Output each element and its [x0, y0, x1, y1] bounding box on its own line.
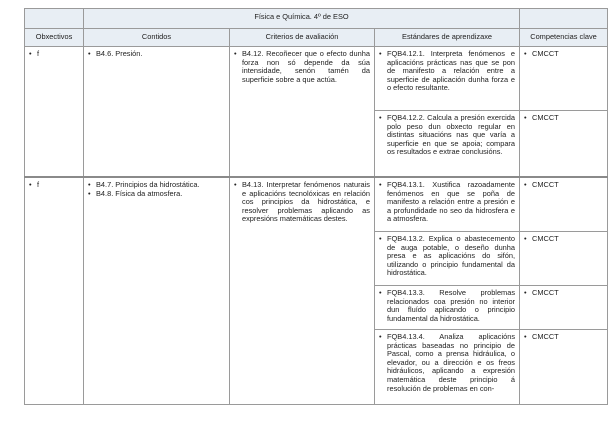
contents-cell	[84, 177, 230, 405]
table-title-row	[25, 9, 608, 29]
standard-cell	[375, 111, 520, 178]
objective-text: f	[37, 49, 40, 58]
content-item: B4.6. Presión.	[96, 49, 143, 58]
bullet: •	[524, 332, 527, 341]
bullet: •	[88, 180, 91, 189]
standard-cell	[375, 177, 520, 232]
standard-text: FQB4.12.1. Interpreta fenómenos e aplicacións prácticas nas que se pon de manifesto a relación entre a superficie de aplicación dunha forza e o efecto resultante.	[387, 49, 516, 93]
competence-cell	[520, 111, 608, 178]
competence-text: CMCCT	[532, 180, 559, 189]
criterion-cell	[230, 177, 375, 405]
standard-text: FQB4.12.2. Calcula a presión exercida polo peso dun obxecto regular en distintas situacións nas que varía a superficie en que se apoia; compara os resultados e extrae conclusións.	[387, 113, 516, 157]
bullet: •	[379, 180, 382, 189]
criterion-text: B4.13. Interpretar fenómenos naturais e aplicacións tecnolóxicas en relación cos principios da hidrostática, e resolver problemas aplicando as expresións matemáticas destes.	[242, 180, 370, 224]
col-header-criteria: Criterios de avaliación	[230, 29, 375, 47]
bullet: •	[379, 113, 382, 122]
standard-cell	[375, 286, 520, 330]
table-title: Física e Química. 4º de ESO	[84, 9, 520, 29]
title-blank-cell	[520, 9, 608, 29]
standard-text: FQB4.13.1. Xustifica razoadamente fenómenos en que se poña de manifesto a relación entre a presión e a profundidade no seo da hidrosfera e a atmosfera.	[387, 180, 516, 224]
col-header-standards: Estándares de aprendizaxe	[375, 29, 520, 47]
competence-text: CMCCT	[532, 113, 559, 122]
title-blank-cell	[25, 9, 84, 29]
bullet: •	[524, 49, 527, 58]
bullet: •	[234, 180, 237, 189]
bullet: •	[29, 49, 32, 58]
bullet: •	[379, 234, 382, 243]
criterion-text: B4.12. Recoñecer que o efecto dunha forza non só depende da súa intensidade, senón tamén da superficie sobre a que actúa.	[242, 49, 370, 84]
competence-text: CMCCT	[532, 49, 559, 58]
standard-cell	[375, 47, 520, 111]
bullet: •	[524, 113, 527, 122]
table-row	[25, 47, 608, 111]
col-header-objectives: Obxectivos	[25, 29, 84, 47]
bullet: •	[524, 180, 527, 189]
standard-text: FQB4.13.4. Analiza aplicacións prácticas baseadas no principio de Pascal, como a prensa hidráulica, o elevador, ou a dirección e os freos hidráulicos, aplicando a expresión matemática deste principio á resolución de problemas en con-	[387, 332, 516, 393]
objective-text: f	[37, 180, 40, 189]
competence-text: CMCCT	[532, 234, 559, 243]
table-row	[25, 177, 608, 232]
column-header-row	[25, 29, 608, 47]
bullet: •	[379, 288, 382, 297]
criterion-cell	[230, 47, 375, 178]
competence-cell	[520, 232, 608, 286]
content-item: B4.7. Principios da hidrostática.	[96, 180, 200, 189]
bullet: •	[88, 188, 91, 198]
bullet: •	[379, 49, 382, 58]
objective-cell	[25, 177, 84, 405]
col-header-competences: Competencias clave	[520, 29, 608, 47]
competence-cell	[520, 330, 608, 405]
bullet: •	[524, 288, 527, 297]
standard-text: FQB4.13.3. Resolve problemas relacionados coa presión no interior dun fluído aplicando o principio fundamental da hidrostática.	[387, 288, 516, 323]
content-item: B4.8. Física da atmosfera.	[96, 188, 183, 198]
bullet: •	[29, 180, 32, 189]
standard-cell	[375, 330, 520, 405]
bullet: •	[234, 49, 237, 58]
objective-cell	[25, 47, 84, 178]
curriculum-table	[24, 8, 608, 405]
standard-text: FQB4.13.2. Explica o abastecemento de auga potable, o deseño dunha presa e as aplicacións do sifón, utilizando o principio fundamental da hidrostática.	[387, 234, 516, 278]
competence-text: CMCCT	[532, 332, 559, 341]
competence-cell	[520, 177, 608, 232]
bullet: •	[379, 332, 382, 341]
competence-text: CMCCT	[532, 288, 559, 297]
competence-cell	[520, 286, 608, 330]
bullet: •	[524, 234, 527, 243]
col-header-contents: Contidos	[84, 29, 230, 47]
competence-cell	[520, 47, 608, 111]
contents-cell	[84, 47, 230, 178]
standard-cell	[375, 232, 520, 286]
bullet: •	[88, 49, 91, 58]
